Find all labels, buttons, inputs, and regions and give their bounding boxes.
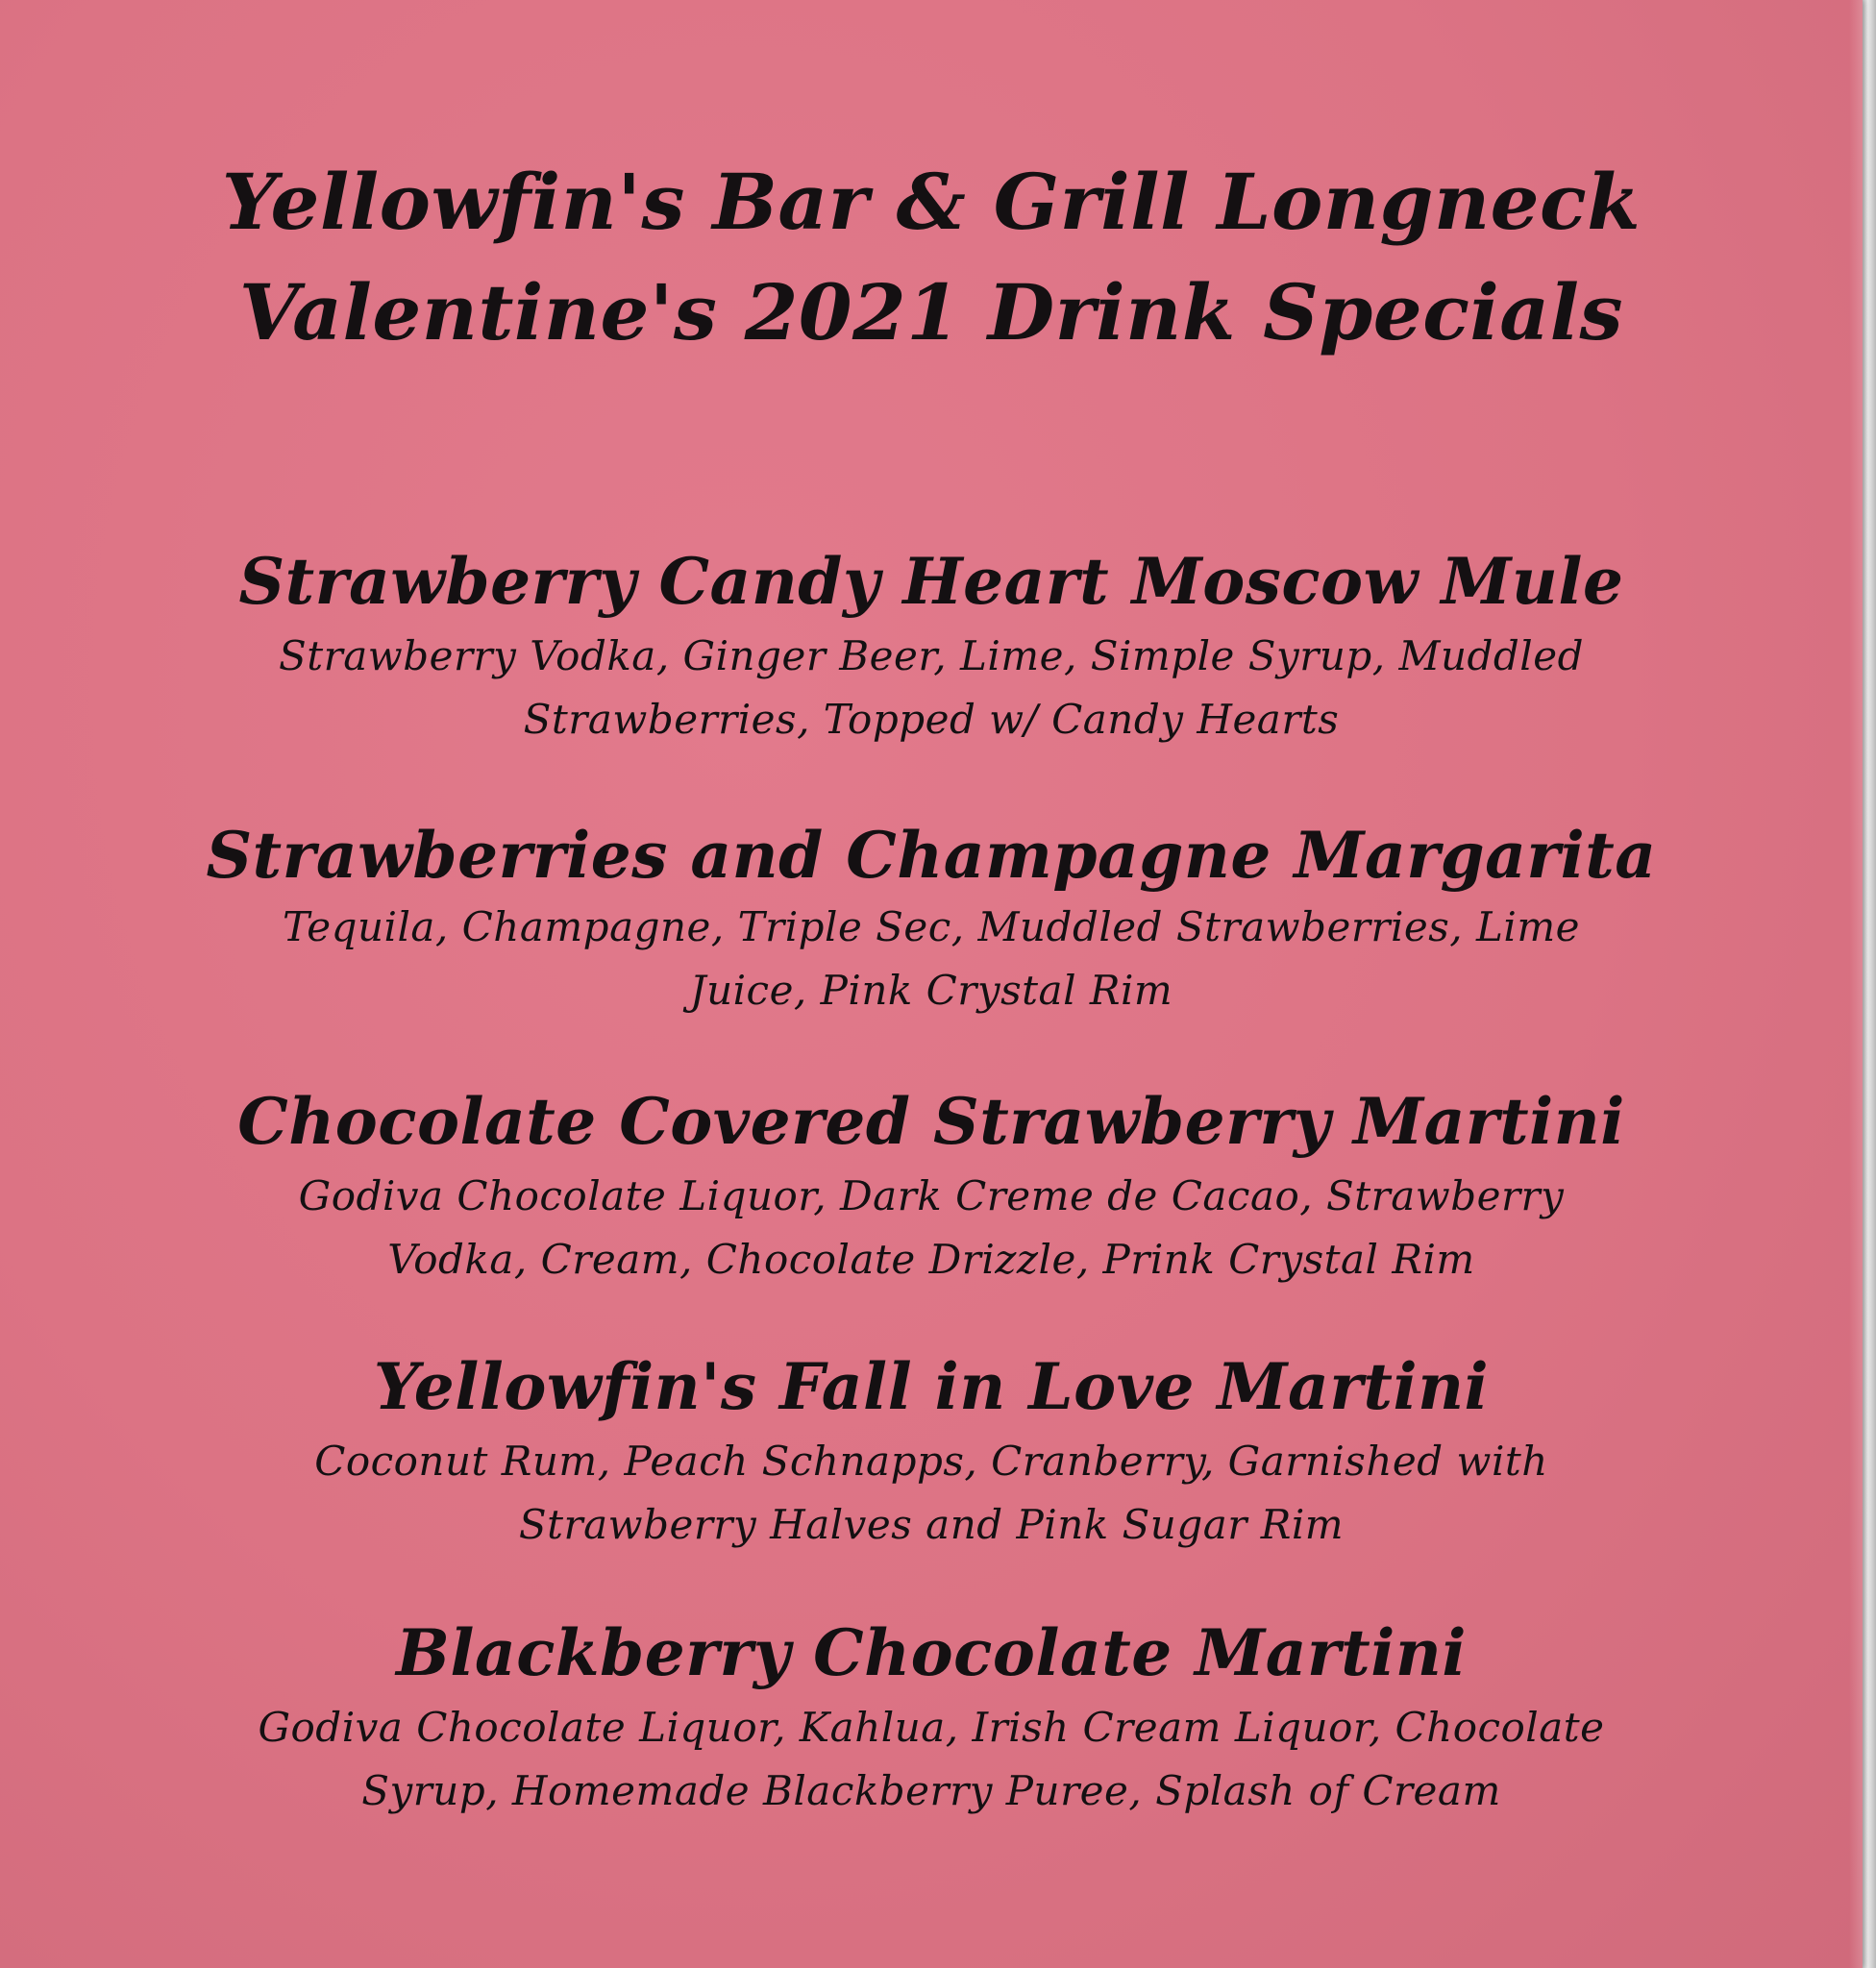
drink-description: Godiva Chocolate Liquor, Dark Creme de Cacao, Strawberry Vodka, Cream, Chocolate Drizzle, Prink Crystal Rim xyxy=(298,1172,1565,1283)
drink-name: Strawberries and Champagne Margarita xyxy=(206,818,1657,893)
drink-description: Coconut Rum, Peach Schnapps, Cranberry, Garnished with Strawberry Halves and Pink Sugar Rim xyxy=(314,1438,1548,1548)
menu-title-line-1: Yellowfin's Bar & Grill Longneck xyxy=(221,157,1642,247)
metal-surface xyxy=(1863,0,1876,1968)
drink-description: Strawberry Vodka, Ginger Beer, Lime, Simple Syrup, Muddled Strawberries, Topped w/ Candy Hearts xyxy=(279,632,1584,743)
drink-name: Blackberry Chocolate Martini xyxy=(396,1615,1467,1690)
menu-title-line-2: Valentine's 2021 Drink Specials xyxy=(238,267,1624,357)
drink-name: Strawberry Candy Heart Moscow Mule xyxy=(238,544,1624,619)
drink-description: Tequila, Champagne, Triple Sec, Muddled Strawberries, Lime Juice, Pink Crystal Rim xyxy=(282,903,1581,1014)
drink-name: Yellowfin's Fall in Love Martini xyxy=(373,1349,1490,1424)
drink-description: Godiva Chocolate Liquor, Kahlua, Irish Cream Liquor, Chocolate Syrup, Homemade Blackberry Puree, Splash of Cream xyxy=(258,1704,1605,1814)
drink-name: Chocolate Covered Strawberry Martini xyxy=(237,1084,1625,1159)
